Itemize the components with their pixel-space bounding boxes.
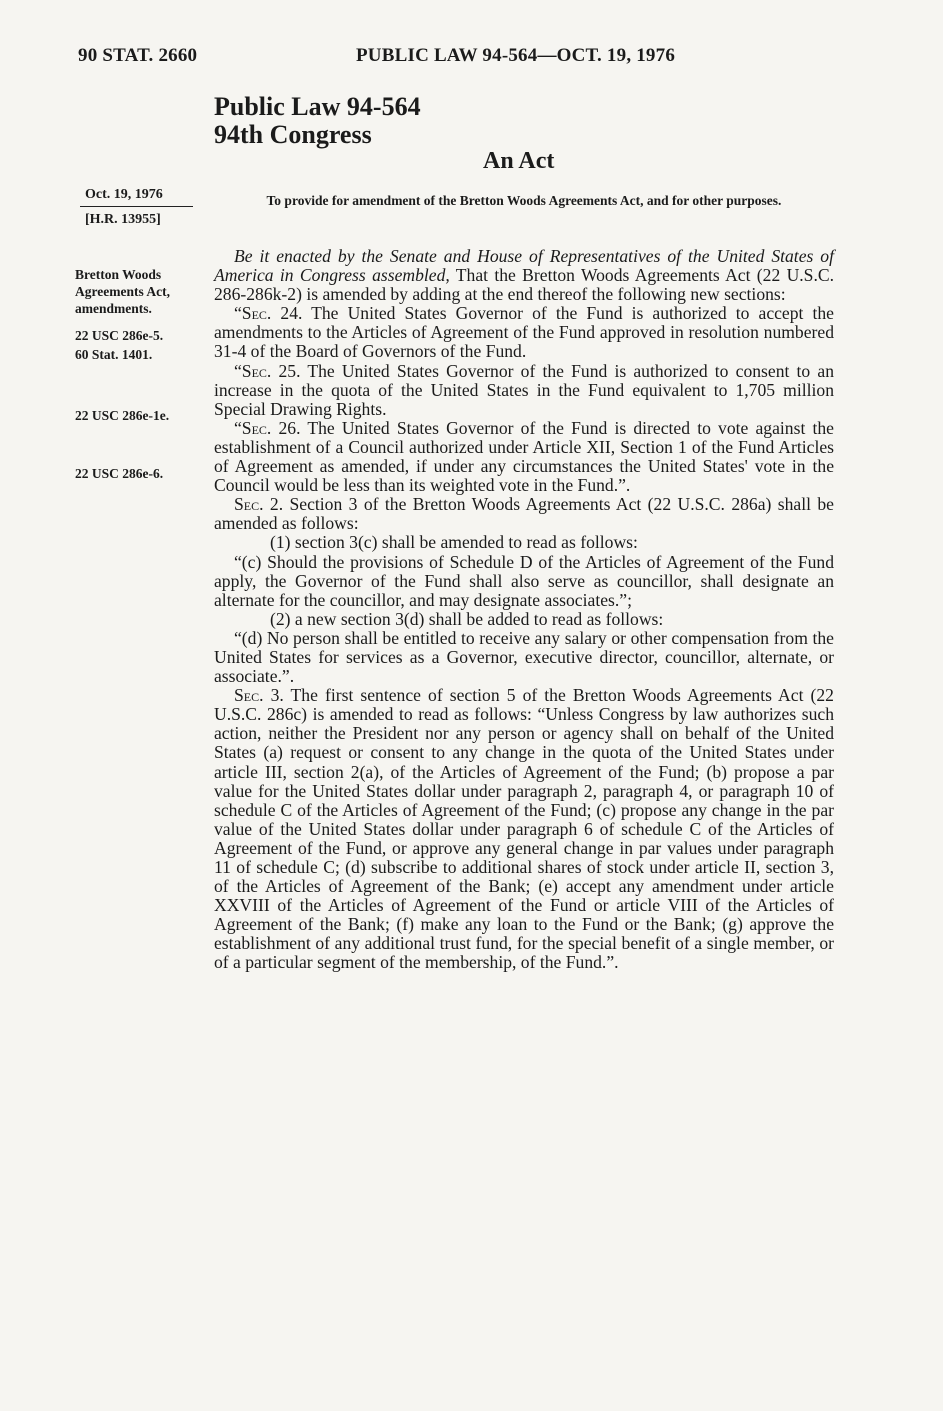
section-26 — [214, 419, 834, 495]
margin-note-usc-286e-5: 22 USC 286e-5. — [75, 328, 164, 343]
act-heading: An Act — [483, 148, 555, 174]
enacting-clause — [214, 247, 834, 304]
section-25-text: The United States Governor of the Fund is authorized to consent to an increase in the quota of the United States in the Fund equivalent to 1,705 million Special Drawing Rights. — [214, 360, 834, 419]
running-header-title: PUBLIC LAW 94-564—OCT. 19, 1976 — [356, 45, 676, 66]
section-3 — [214, 686, 834, 972]
enacting-clause-rest: That the Bretton Woods Agreements Act (22 U.S.C. 286-286k-2) is amended by adding at the end thereof the following new sections: — [214, 265, 834, 305]
congress-title: 94th Congress — [214, 120, 372, 149]
section-3-text: The first sentence of section 5 of the Bretton Woods Agreements Act (22 U.S.C. 286c) is amended to read as follows: “Unless Congress by law authorizes such action, neither the President nor any person or agency shall on behalf of the United States (a) request or consent to any change in the quota of the United States under article III, section 2(a), of the Articles of Agreement of the Fund; (b) propose a par value for the United States dollar under paragraph 2, paragraph 4, or paragraph 10 of schedule C of the Articles of Agreement of the Fund; (c) propose any change in the par value of the United States dollar under paragraph 6 of schedule C of the Articles of Agreement of the Fund, or approve any general change in par values under paragraph 11 of schedule C; (d) subscribe to additional shares of stock under article II, section 3, of the Articles of Agreement of the Bank; (e) accept any amendment under article XXVIII of the Articles of Agreement of the Fund or article VIII of the Articles of Agreement of the Bank; (f) make any loan to the Fund or the Bank; (g) approve the establishment of any additional trust fund, for the special benefit of a single member, or of a particular segment of the membership, of the Fund.”. — [214, 685, 834, 973]
margin-note-60-stat: 60 Stat. 1401. — [75, 347, 153, 362]
quoted-section-3d: “(d) No person shall be entitled to receive any salary or other compensation from the United States for services as a Governor, executive director, councillor, alternate, or associate.”. — [214, 627, 834, 687]
section-26-text: The United States Governor of the Fund is directed to vote against the establishment of a Council authorized under Article XII, Section 1 of the Fund Articles of Agreement as amended, if under any circumstances the United States' vote in the Council would be less than its weighted vote in the Fund.”. — [214, 417, 834, 496]
section-24-label: “Sec. 24. — [234, 303, 303, 324]
margin-note-usc-286e-6: 22 USC 286e-6. — [75, 466, 164, 481]
section-2 — [214, 495, 834, 533]
law-number-title: Public Law 94-564 — [214, 92, 421, 121]
section-2-text: Section 3 of the Bretton Woods Agreements Act (22 U.S.C. 286a) shall be amended as follows: — [214, 494, 834, 534]
margin-note-bretton-woods: Bretton Woods Agreements Act, amendments. — [75, 267, 170, 316]
section-2-item-1: (1) section 3(c) shall be amended to read as follows: — [270, 532, 638, 553]
section-24-text: The United States Governor of the Fund is authorized to accept the amendments to the Articles of Agreement of the Fund approved in resolution numbered 31-4 of the Board of Governors of the Fund. — [214, 303, 834, 362]
act-purpose: To provide for amendment of the Bretton Woods Agreements Act, and for other purposes. — [266, 193, 782, 208]
section-24 — [214, 304, 834, 361]
section-26-label: “Sec. 26. — [234, 417, 301, 438]
section-25-label: “Sec. 25. — [234, 360, 301, 381]
enacting-clause-italic: Be it enacted by the Senate and House of Representatives of the United States of America in Congress assembled, — [214, 246, 834, 286]
stat-page-number: 90 STAT. 2660 — [78, 45, 198, 66]
law-body — [214, 247, 834, 973]
section-3-label: Sec. 3. — [234, 685, 284, 706]
section-25 — [214, 362, 834, 419]
section-2-item-2: (2) a new section 3(d) shall be added to read as follows: — [270, 608, 664, 629]
approval-date-note: Oct. 19, 1976 — [85, 187, 163, 202]
bill-number-note: [H.R. 13955] — [85, 212, 161, 227]
quoted-section-3c: “(c) Should the provisions of Schedule D of the Articles of Agreement of the Fund apply, the Governor of the Fund shall also serve as councillor, shall designate an alternate for the councillor, and may designate associates.”; — [214, 551, 834, 610]
margin-note-usc-286e-1e: 22 USC 286e-1e. — [75, 408, 170, 423]
section-2-label: Sec. 2. — [234, 494, 284, 515]
date-divider — [80, 206, 193, 207]
